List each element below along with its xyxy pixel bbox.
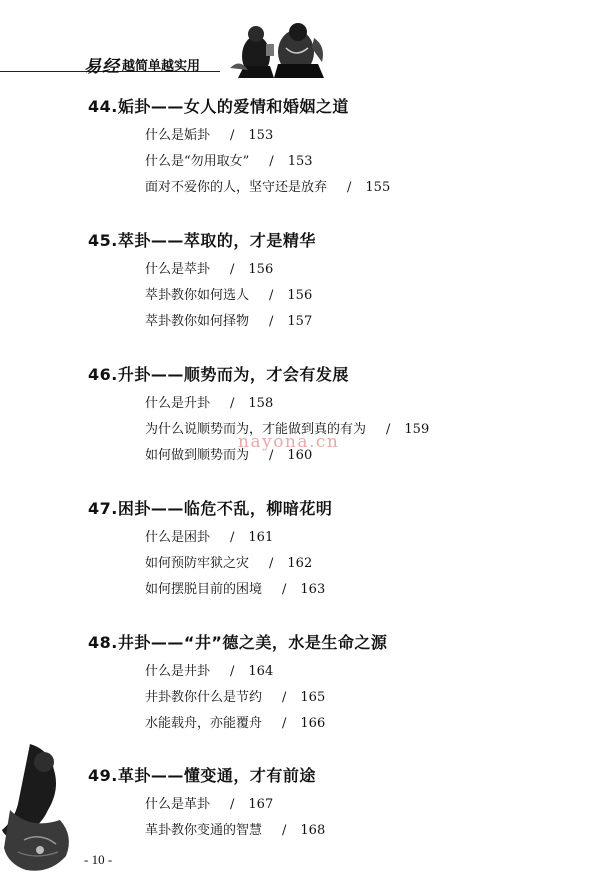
entry-page: 164 — [248, 664, 274, 679]
entry-separator: / — [386, 422, 391, 437]
entry-text: 什么是困卦 — [145, 530, 211, 545]
entry-separator: / — [230, 530, 235, 545]
entry-text: 如何做到顺势而为 — [145, 448, 250, 463]
entry-text: 井卦教你什么是节约 — [145, 690, 263, 705]
entry-separator: / — [230, 128, 235, 143]
entry-text: 革卦教你变通的智慧 — [145, 823, 263, 838]
chapter-title: 45.萃卦——萃取的，才是精华 — [88, 231, 316, 250]
entry-text: 萃卦教你如何择物 — [145, 314, 250, 329]
entry-text: 水能载舟，亦能覆舟 — [145, 716, 263, 731]
page-header — [0, 0, 602, 90]
entry-page: 165 — [300, 690, 326, 705]
entry-page: 161 — [248, 530, 274, 545]
entry-page: 156 — [248, 262, 274, 277]
entry-page: 159 — [404, 422, 430, 437]
entry-separator: / — [282, 582, 287, 597]
entry-separator: / — [230, 262, 235, 277]
entry-text: 什么是井卦 — [145, 664, 211, 679]
entry-separator: / — [282, 690, 287, 705]
chapter-title: 49.革卦——懂变通，才有前途 — [88, 766, 316, 785]
entry-separator: / — [269, 448, 274, 463]
entry-separator: / — [282, 716, 287, 731]
entry-separator: / — [230, 396, 235, 411]
entry-text: 为什么说顺势而为，才能做到真的有为 — [145, 422, 367, 437]
chapter-title: 47.困卦——临危不乱，柳暗花明 — [88, 499, 333, 518]
toc-entry — [145, 258, 273, 277]
entry-page: 153 — [287, 154, 313, 169]
entry-text: 什么是革卦 — [145, 797, 211, 812]
toc-entry — [145, 660, 273, 679]
toc-entry — [145, 526, 273, 545]
toc-entry — [145, 819, 325, 838]
page-number: - 10 - — [84, 852, 113, 867]
entry-separator: / — [269, 288, 274, 303]
toc-entry — [145, 124, 273, 143]
toc-entry — [145, 310, 312, 329]
entry-separator: / — [230, 797, 235, 812]
entry-text: 萃卦教你如何选人 — [145, 288, 250, 303]
entry-separator: / — [269, 154, 274, 169]
entry-page: 160 — [287, 448, 313, 463]
entry-page: 153 — [248, 128, 274, 143]
entry-page: 166 — [300, 716, 326, 731]
entry-text: 如何预防牢狱之灾 — [145, 556, 250, 571]
entry-separator: / — [269, 556, 274, 571]
entry-separator: / — [282, 823, 287, 838]
toc-entry — [145, 686, 325, 705]
corner-illustration-icon — [0, 740, 80, 880]
entry-separator: / — [269, 314, 274, 329]
toc-entry — [145, 176, 390, 195]
header-illustration-icon — [226, 18, 336, 80]
entry-page: 162 — [287, 556, 313, 571]
chapter-title: 46.升卦——顺势而为，才会有发展 — [88, 365, 349, 384]
entry-text: 什么是姤卦 — [145, 128, 211, 143]
toc-entry — [145, 578, 325, 597]
chapter-title: 48.井卦——“井”德之美，水是生命之源 — [88, 633, 388, 652]
entry-page: 156 — [287, 288, 313, 303]
book-logo: 易经 — [84, 57, 120, 77]
toc-entry — [145, 793, 273, 812]
entry-page: 168 — [300, 823, 326, 838]
entry-page: 163 — [300, 582, 326, 597]
toc-entry — [145, 712, 325, 731]
toc-entry — [145, 150, 313, 169]
chapter-title: 44.姤卦——女人的爱情和婚姻之道 — [88, 97, 349, 116]
toc-entry — [145, 552, 312, 571]
book-title: 越简单越实用 — [122, 59, 201, 74]
entry-page: 155 — [365, 180, 391, 195]
entry-text: 面对不爱你的人，坚守还是放弃 — [145, 180, 328, 195]
entry-text: 如何摆脱目前的困境 — [145, 582, 263, 597]
toc-entry — [145, 284, 312, 303]
entry-text: 什么是萃卦 — [145, 262, 211, 277]
entry-text: 什么是升卦 — [145, 396, 211, 411]
entry-separator: / — [347, 180, 352, 195]
toc-entry — [145, 392, 273, 411]
entry-page: 158 — [248, 396, 274, 411]
entry-separator: / — [230, 664, 235, 679]
watermark: nayona.cn — [238, 432, 340, 452]
entry-page: 167 — [248, 797, 274, 812]
entry-text: 什么是“勿用取女” — [145, 154, 250, 169]
entry-page: 157 — [287, 314, 313, 329]
